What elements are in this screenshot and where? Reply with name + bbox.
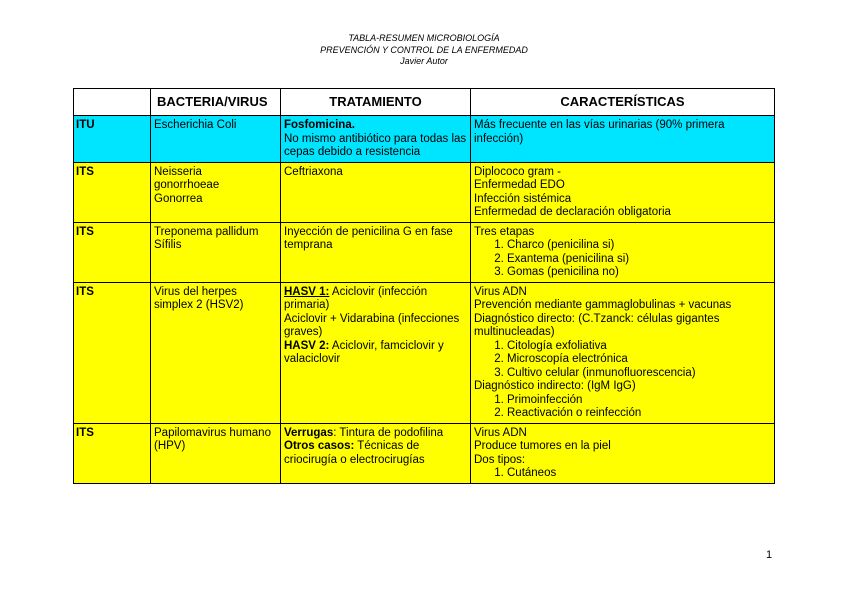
doc-author: Javier Autor bbox=[400, 56, 448, 66]
doc-title: TABLA-RESUMEN MICROBIOLOGÍA bbox=[348, 33, 500, 43]
numbered-list bbox=[474, 467, 771, 481]
organism-name: Papilomavirus humano (HPV) bbox=[154, 426, 271, 452]
characteristics-cell bbox=[471, 423, 775, 483]
organism-name: Neisseria bbox=[154, 165, 202, 178]
table-row bbox=[74, 282, 775, 423]
characteristic-line: Dos tipos: bbox=[474, 453, 526, 466]
treatment-label: Otros casos: bbox=[284, 440, 355, 452]
characteristic-line: Virus ADN bbox=[474, 426, 527, 439]
characteristic-line: Produce tumores en la piel bbox=[474, 440, 611, 452]
characteristics-cell bbox=[471, 116, 775, 163]
table-row bbox=[74, 222, 775, 282]
treatment-cell bbox=[281, 423, 471, 483]
column-header: TRATAMIENTO bbox=[281, 89, 471, 116]
column-header: CARACTERÍSTICAS bbox=[471, 89, 775, 116]
treatment-cell bbox=[281, 162, 471, 222]
organism-name: Treponema pallidum bbox=[154, 225, 259, 238]
characteristic-line: Tres etapas bbox=[474, 225, 535, 238]
numbered-list bbox=[474, 340, 771, 381]
list-item: 2. Exantema (penicilina si) bbox=[507, 253, 771, 267]
characteristics-cell bbox=[471, 222, 775, 282]
list-item: 1. Cutáneos bbox=[507, 467, 771, 481]
organism-name: Virus del herpes simplex 2 (HSV2) bbox=[154, 285, 244, 311]
disease-name: Sífilis bbox=[154, 239, 182, 251]
organism-name: gonorrhoeae bbox=[154, 179, 220, 191]
characteristic-line: Diagnóstico indirecto: (IgM IgG) bbox=[474, 380, 636, 392]
organism-cell bbox=[151, 423, 281, 483]
treatment-bold: Fosfomicina. bbox=[284, 119, 355, 131]
treatment-cell bbox=[281, 116, 471, 163]
page-number: 1 bbox=[766, 549, 773, 561]
list-item: 3. Cultivo celular (inmunofluorescencia) bbox=[507, 367, 771, 381]
treatment-label: Verrugas bbox=[284, 426, 334, 439]
treatment-cell bbox=[281, 282, 471, 423]
organism-cell bbox=[151, 116, 281, 163]
disease-name: Gonorrea bbox=[154, 192, 203, 205]
treatment-cell bbox=[281, 222, 471, 282]
characteristics-cell bbox=[471, 282, 775, 423]
list-item: 1. Citología exfoliativa bbox=[507, 340, 771, 354]
row-type: ITS bbox=[74, 162, 151, 222]
characteristics-cell bbox=[471, 162, 775, 222]
treatment-text: Ceftriaxona bbox=[284, 165, 343, 178]
row-type: ITS bbox=[74, 222, 151, 282]
list-item: 3. Gomas (penicilina no) bbox=[507, 266, 771, 280]
document-header bbox=[0, 33, 848, 68]
list-item: 2. Microscopía electrónica bbox=[507, 353, 771, 367]
numbered-list bbox=[474, 394, 771, 421]
characteristic-line: Diagnóstico directo: (C.Tzanck: células gigantes multinucleadas) bbox=[474, 312, 720, 338]
doc-subtitle: PREVENCIÓN Y CONTROL DE LA ENFERMEDAD bbox=[320, 44, 528, 55]
treatment-text: Inyección de penicilina G en fase temprana bbox=[284, 225, 453, 251]
treatment-label: HASV 1: bbox=[284, 285, 330, 298]
summary-table bbox=[73, 88, 775, 484]
treatment-text: : Tintura de podofilina bbox=[333, 426, 444, 439]
treatment-text: Aciclovir, famciclovir y valaciclovir bbox=[284, 339, 444, 365]
list-item: 2. Reactivación o reinfección bbox=[507, 407, 771, 421]
table-row bbox=[74, 116, 775, 163]
row-type: ITS bbox=[74, 282, 151, 423]
row-type: ITS bbox=[74, 423, 151, 483]
characteristic-line: Enfermedad EDO bbox=[474, 179, 565, 191]
treatment-text: Aciclovir + Vidarabina (infecciones graves) bbox=[284, 312, 460, 338]
list-item: 1. Charco (penicilina si) bbox=[507, 239, 771, 253]
characteristic-line: Virus ADN bbox=[474, 285, 527, 298]
characteristic-line: Prevención mediante gammaglobulinas + vacunas bbox=[474, 299, 732, 311]
table-row bbox=[74, 162, 775, 222]
organism-cell bbox=[151, 282, 281, 423]
organism-cell bbox=[151, 162, 281, 222]
numbered-list bbox=[474, 239, 771, 280]
treatment-text: No mismo antibiótico para todas las cepas debido a resistencia bbox=[284, 132, 467, 158]
characteristic-line: Diplococo gram - bbox=[474, 165, 561, 178]
organism-name: Escherichia Coli bbox=[154, 119, 237, 131]
column-header: BACTERIA/VIRUS bbox=[151, 89, 281, 116]
row-type: ITU bbox=[74, 116, 151, 163]
organism-cell bbox=[151, 222, 281, 282]
characteristic-line: Más frecuente en las vías urinarias (90% primera infección) bbox=[474, 119, 725, 145]
treatment-text: Aciclovir (infección primaria) bbox=[284, 285, 428, 311]
table-row bbox=[74, 423, 775, 483]
characteristic-line: Enfermedad de declaración obligatoria bbox=[474, 206, 671, 218]
table-header-row bbox=[74, 89, 775, 116]
characteristic-line: Infección sistémica bbox=[474, 192, 572, 205]
column-header bbox=[74, 89, 151, 116]
treatment-label: HASV 2: bbox=[284, 339, 330, 352]
treatment-text: Técnicas de criocirugía o electrocirugías bbox=[284, 440, 425, 466]
list-item: 1. Primoinfección bbox=[507, 394, 771, 408]
